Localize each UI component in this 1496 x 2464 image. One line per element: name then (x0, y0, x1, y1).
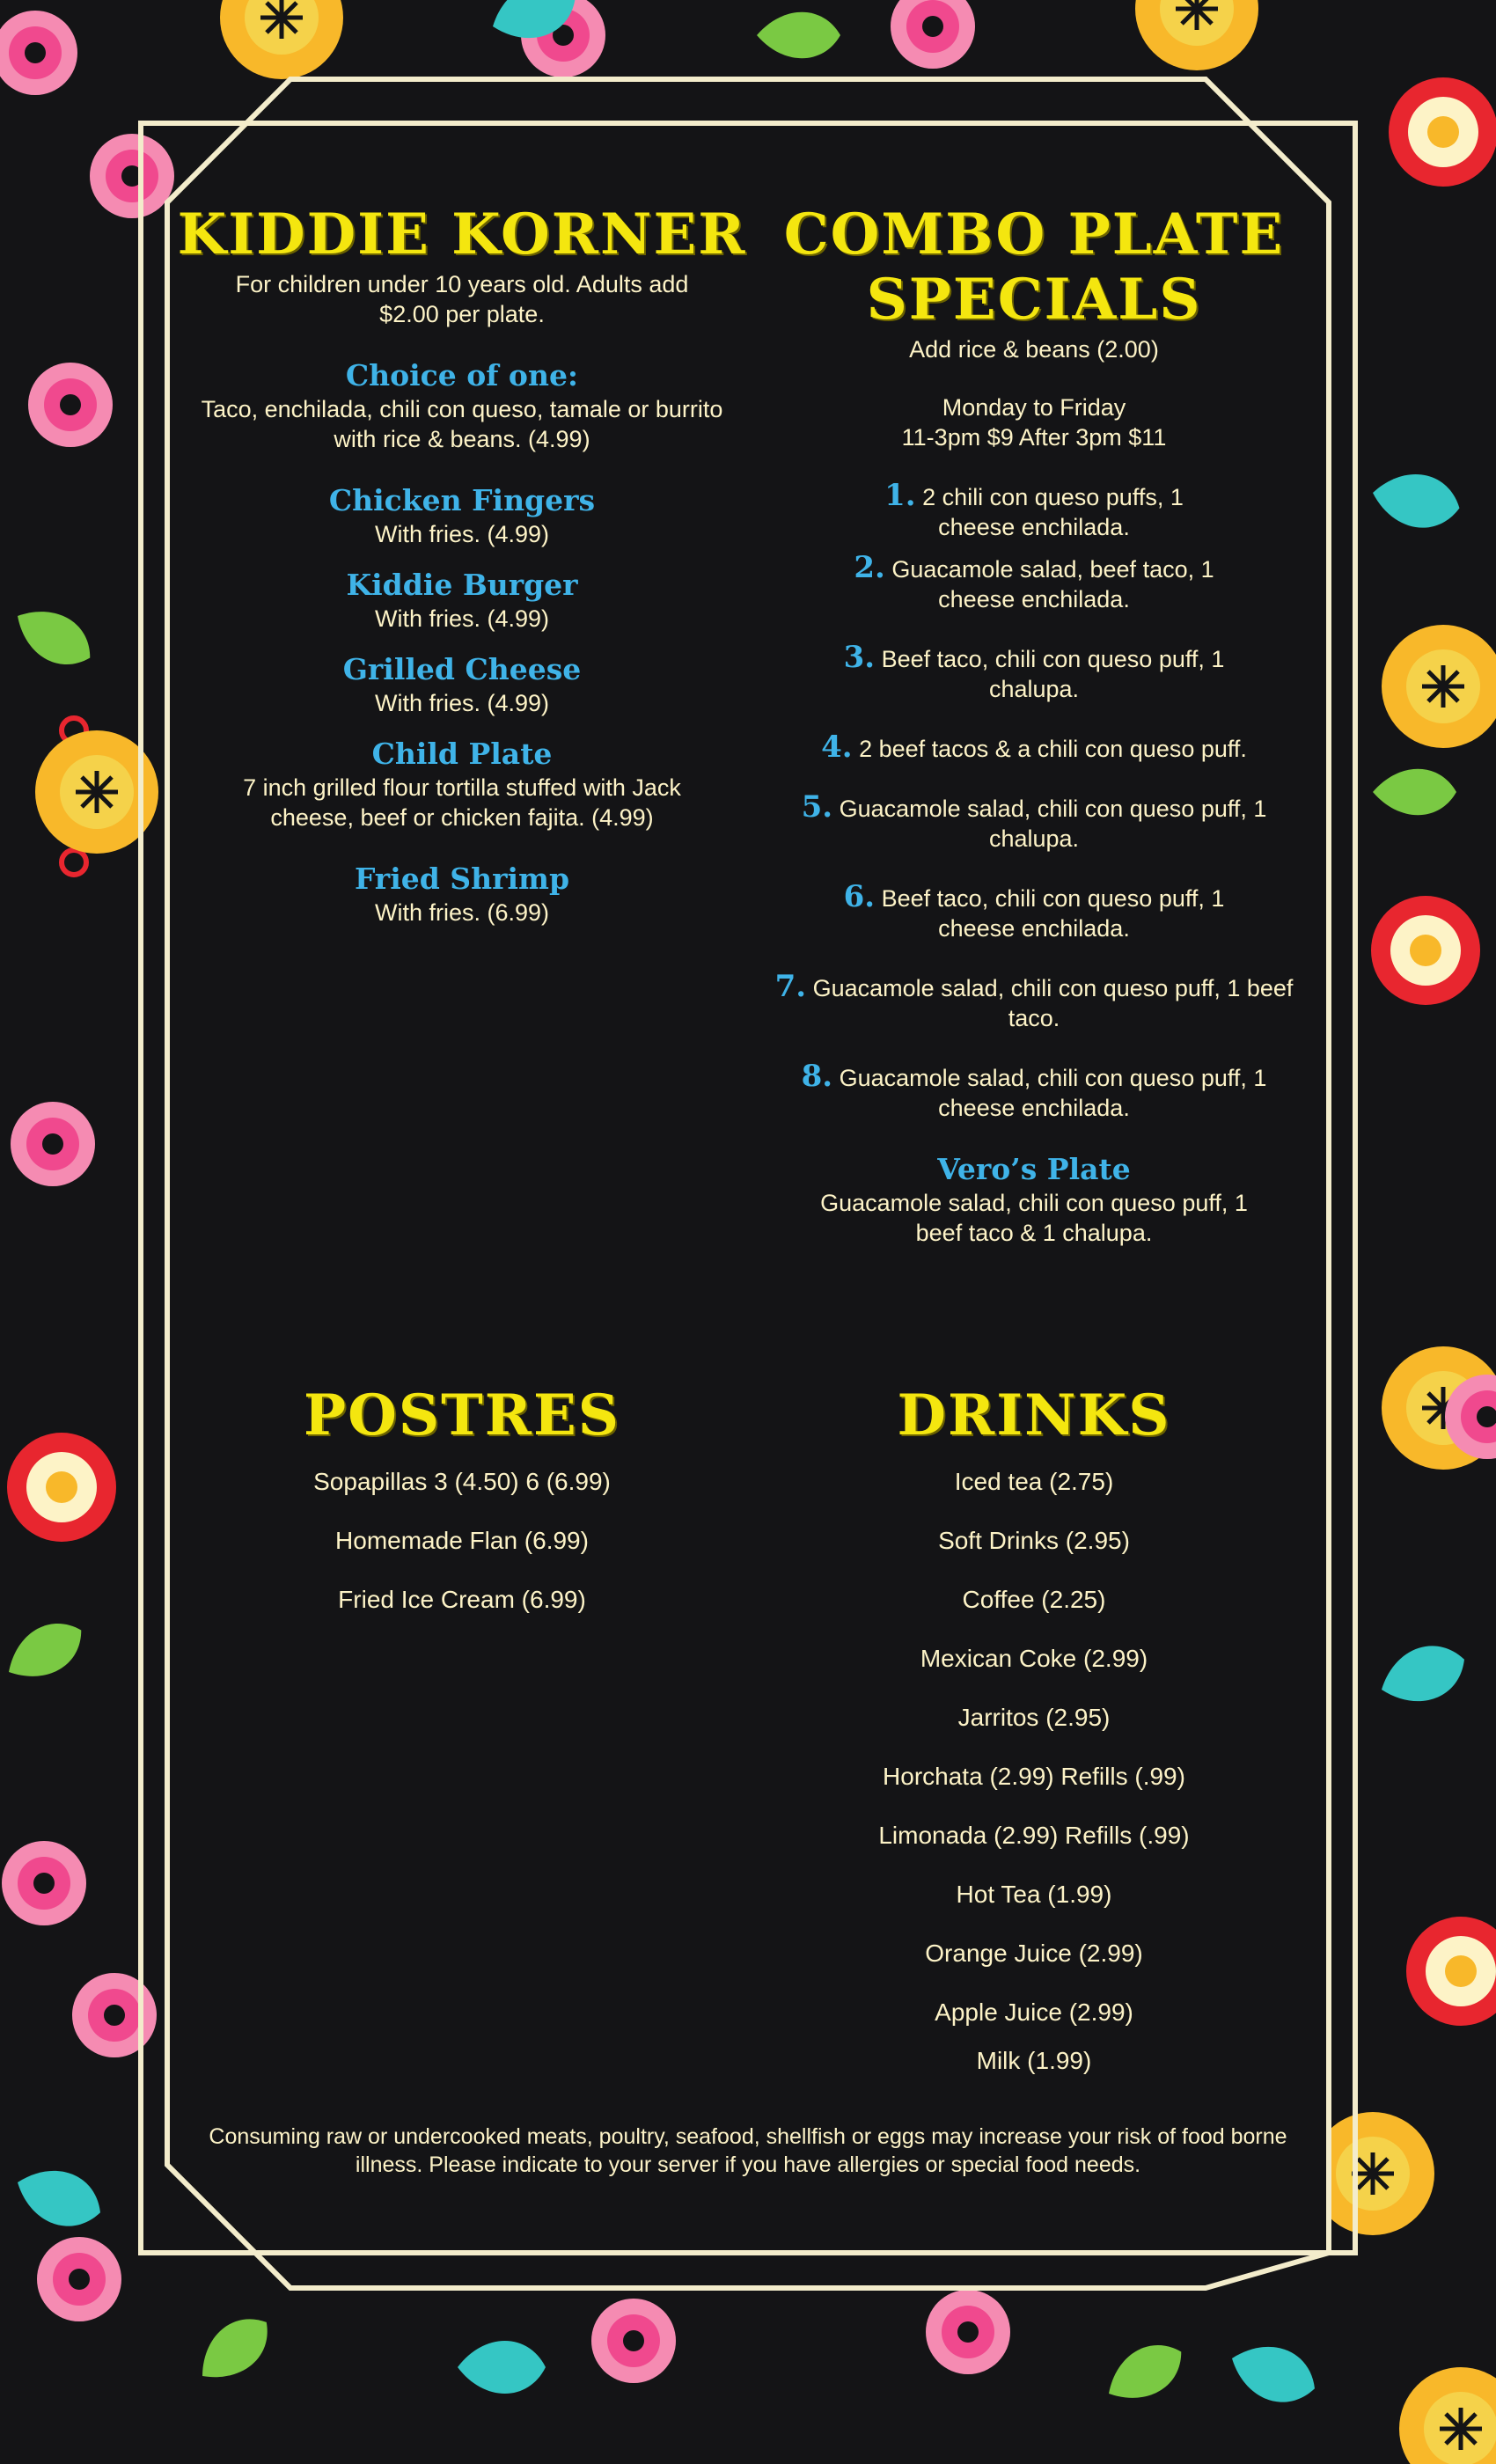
combo-item-number: 1. (884, 478, 916, 513)
kiddie-intro: For children under 10 years old. Adults add $2.00 per plate. (235, 271, 689, 327)
combo-item-text: 2 chili con queso puffs, 1 cheese enchilada. (922, 484, 1184, 540)
kiddie-item-name: Chicken Fingers (328, 483, 596, 517)
combo-item (766, 1061, 1302, 1123)
combo-hours-days: Monday to Friday (942, 394, 1126, 421)
combo-item-number: 2. (854, 550, 885, 585)
combo-title-line1: COMBO PLATE (783, 202, 1285, 268)
combo-item (766, 789, 1302, 854)
combo-item-text: Guacamole salad, chili con queso puff, 1 beef taco. (812, 975, 1294, 1031)
combo-item (766, 480, 1302, 542)
combo-title-line2: SPECIALS (866, 267, 1202, 333)
drink-item: Iced tea (2.75) (954, 1468, 1114, 1495)
combo-item-number: 4. (821, 730, 853, 765)
kiddie-item-name: Choice of one: (345, 358, 579, 392)
combo-item-number: 7. (774, 969, 807, 1004)
postres-title: POSTRES (304, 1382, 620, 1448)
kiddie-item-desc: With fries. (6.99) (374, 899, 550, 926)
combo-item-text: Guacamole salad, chili con queso puff, 1 chalupa. (839, 796, 1267, 852)
drink-item: Mexican Coke (2.99) (920, 1645, 1148, 1672)
postres-section (176, 1382, 748, 1629)
combo-hours-prices: 11-3pm $9 After 3pm $11 (901, 424, 1167, 451)
kiddie-item-name: Grilled Cheese (342, 652, 582, 686)
kiddie-item (176, 651, 748, 718)
kiddie-item-desc: Taco, enchilada, chili con queso, tamale or burrito with rice & beans. (4.99) (201, 396, 723, 452)
drink-item: Soft Drinks (2.95) (938, 1527, 1130, 1554)
food-safety-notice: Consuming raw or undercooked meats, poultry, seafood, shellfish or eggs may increase your risk of food borne illness. Please indicate to your server if you have allergies or special food needs. (209, 2124, 1287, 2177)
drink-item: Coffee (2.25) (962, 1586, 1106, 1613)
postres-item: Sopapillas 3 (4.50) 6 (6.99) (313, 1468, 611, 1495)
kiddie-item (176, 861, 748, 928)
kiddie-korner-section (176, 201, 748, 928)
combo-item-text: Beef taco, chili con queso puff, 1 chalupa. (881, 646, 1225, 702)
combo-item-number: 3. (843, 640, 876, 675)
drink-item: Horchata (2.99) Refills (.99) (883, 1763, 1185, 1790)
combo-item (766, 879, 1302, 943)
kiddie-item (176, 482, 748, 549)
kiddie-item-name: Fried Shrimp (354, 862, 570, 896)
drinks-section (766, 1382, 1302, 2080)
drink-item: Orange Juice (2.99) (925, 1940, 1143, 1967)
combo-item-number: 5. (801, 789, 833, 825)
drink-item: Jarritos (2.95) (957, 1704, 1111, 1731)
combo-item-text: Guacamole salad, chili con queso puff, 1 cheese enchilada. (839, 1065, 1267, 1121)
kiddie-item (176, 736, 748, 832)
kiddie-korner-title: KIDDIE KORNER (177, 202, 747, 268)
combo-item-number: 6. (843, 879, 876, 914)
kiddie-item-desc: 7 inch grilled flour tortilla stuffed with Jack cheese, beef or chicken fajita. (4.99) (243, 774, 681, 831)
combo-item (766, 642, 1302, 704)
veros-plate-name: Vero’s Plate (937, 1152, 1131, 1186)
drink-item: Limonada (2.99) Refills (.99) (878, 1822, 1190, 1849)
drink-item: Hot Tea (1.99) (956, 1881, 1112, 1908)
kiddie-item (176, 567, 748, 634)
combo-item-text: Beef taco, chili con queso puff, 1 cheese enchilada. (881, 885, 1225, 942)
drinks-title: DRINKS (897, 1382, 1171, 1448)
drink-item: Apple Juice (2.99) (935, 1998, 1133, 2026)
kiddie-item (176, 357, 748, 454)
kiddie-item-name: Child Plate (371, 737, 553, 771)
combo-item-text: 2 beef tacos & a chili con queso puff. (859, 736, 1247, 762)
kiddie-item-desc: With fries. (4.99) (374, 605, 550, 632)
combo-item (766, 550, 1302, 614)
kiddie-item-desc: With fries. (4.99) (374, 690, 550, 716)
postres-item: Homemade Flan (6.99) (335, 1527, 589, 1554)
combo-add-note: Add rice & beans (2.00) (909, 336, 1159, 363)
combo-item (766, 732, 1302, 764)
drink-item: Milk (1.99) (976, 2047, 1092, 2074)
combo-item (766, 969, 1302, 1033)
combo-item-text: Guacamole salad, beef taco, 1 cheese enchilada. (891, 556, 1214, 612)
veros-plate-desc: Guacamole salad, chili con queso puff, 1 beef taco & 1 chalupa. (820, 1190, 1248, 1246)
combo-specials-section (766, 201, 1302, 1248)
postres-item: Fried Ice Cream (6.99) (338, 1586, 586, 1613)
combo-item-number: 8. (801, 1059, 833, 1094)
kiddie-item-name: Kiddie Burger (346, 568, 578, 602)
kiddie-item-desc: With fries. (4.99) (374, 521, 550, 547)
